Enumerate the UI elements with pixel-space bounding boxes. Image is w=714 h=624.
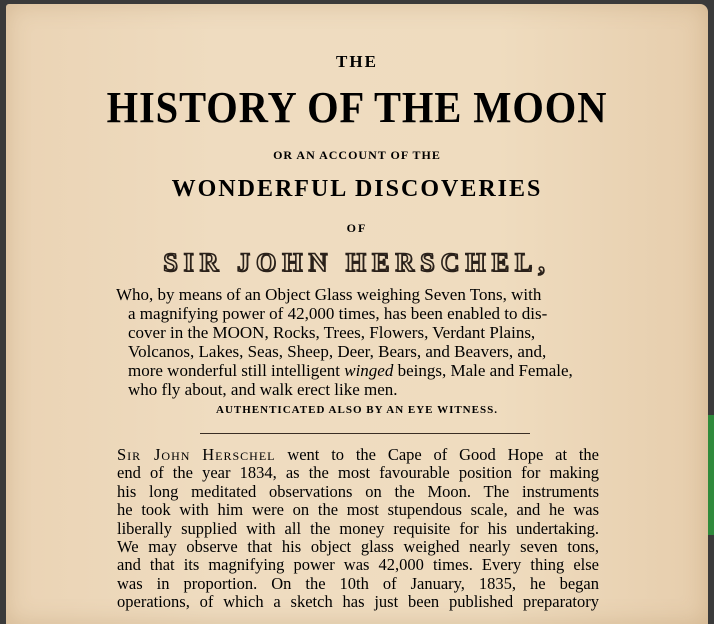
subheading-or-account: OR AN ACCOUNT OF THE [273, 148, 441, 162]
body-lead-name: Sir John [117, 445, 191, 464]
summary-text: more wonderful still intelligent [128, 361, 345, 380]
body-lead-surname: Herschel [202, 445, 276, 464]
summary-line: a magnifying power of 42,000 times, has been enabled to dis- [128, 304, 548, 323]
summary-emphasis-winged: winged [344, 361, 394, 380]
summary-line: Who, by means of an Object Glass weighing Seven Tons, with [116, 285, 542, 304]
body-line: he took with him were on the most stupendous scale, and he was [117, 500, 599, 520]
summary-text: beings, Male and Female, [393, 361, 573, 380]
divider-rule [200, 433, 530, 434]
body-line: his long meditated observations on the Moon. The instruments [117, 481, 599, 501]
body-line: We may observe that his object glass weighed nearly seven tons, [117, 537, 599, 557]
heading-the: THE [336, 52, 378, 71]
authenticated-note: AUTHENTICATED ALSO BY AN EYE WITNESS. [216, 404, 498, 416]
body-line: liberally supplied with all the money requisite for his undertaking. [117, 518, 599, 538]
body-paragraph [117, 446, 599, 612]
body-line: operations, of which a sketch has just been published preparatory [117, 592, 599, 612]
summary-paragraph [116, 285, 604, 399]
body-line-text: went to the Cape of Good Hope at the [275, 445, 599, 464]
body-line: and that its magnifying power was 42,000 times. Every thing else [117, 555, 599, 575]
subheading-wonderful-discoveries: WONDERFUL DISCOVERIES [171, 176, 543, 202]
summary-line: who fly about, and walk erect like men. [128, 380, 398, 399]
summary-line: cover in the MOON, Rocks, Trees, Flowers, Verdant Plains, [128, 323, 536, 342]
body-line: was in proportion. On the 10th of January, 1835, he began [117, 573, 599, 593]
subheading-of: OF [346, 221, 368, 235]
summary-line: Volcanos, Lakes, Seas, Sheep, Deer, Bears, and Beavers, and, [128, 342, 547, 361]
subject-name: SIR JOHN HERSCHEL, [163, 248, 551, 277]
summary-line-winged [116, 361, 604, 380]
body-line [117, 446, 599, 464]
body-line: end of the year 1834, as the most favourable position for making [117, 463, 599, 483]
page-title: HISTORY OF THE MOON [106, 83, 608, 132]
